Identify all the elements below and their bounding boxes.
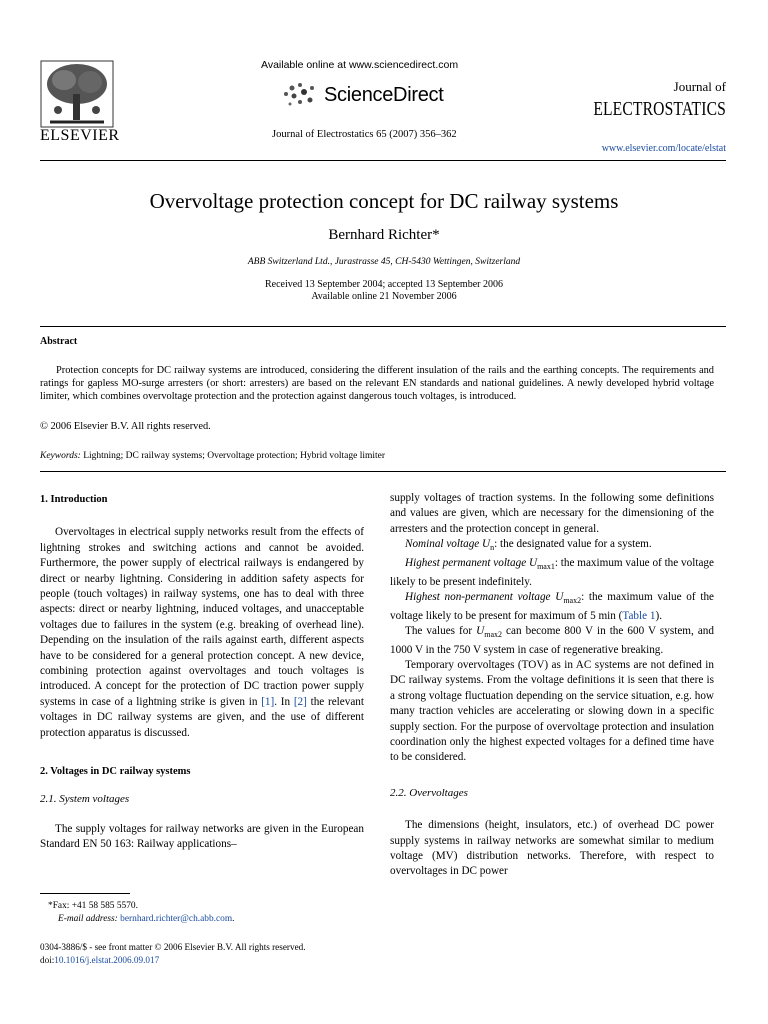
hpv-text: : the maximum value of the voltage likely to be present indefinitely.: [390, 556, 714, 588]
intro-text-c: the relevant voltages in DC railway systems are given, and the use of different protection apparatus is discussed.: [40, 695, 364, 739]
sciencedirect-wordmark: ScienceDirect: [324, 84, 444, 106]
section-1-heading: 1. Introduction: [40, 494, 108, 505]
publisher-name: ELSEVIER: [40, 127, 120, 144]
keywords-list: Lightning; DC railway systems; Overvoltage protection; Hybrid voltage limiter: [80, 451, 386, 461]
article-title: Overvoltage protection concept for DC railway systems: [149, 189, 619, 213]
left-column: [40, 492, 364, 853]
footnote-rule: [40, 893, 130, 894]
available-online-text: Available online at www.sciencedirect.com: [261, 59, 459, 71]
abstract-text: Protection concepts for DC railway systems are introduced, considering the different insulation of the rails and the earthing concepts. The requirements and ratings for gapless MO-surge arresters (or short: arresters) are based on the relevant EN standards and national guidelines. A newly developed hybrid voltage limiter, which combines overvoltage protection and the protection against dangerous touch voltages, is introduced.: [40, 365, 714, 403]
author-affiliation: ABB Switzerland Ltd., Jurastrasse 45, CH-5430 Wettingen, Switzerland: [247, 257, 521, 267]
tov-paragraph: Temporary overvoltages (TOV) as in AC systems are not defined in DC railway systems. From the voltage definitions it is seen that there is a strong voltage fluctuation depending on the service situation, e.g. how many traction vehicles are accelerating or slowing down in a specific supply section. For the purpose of overvoltage protection and insulation coordination only the highest expected voltages for a defined time have to be considered.: [390, 659, 714, 764]
available-date: Available online 21 November 2006: [311, 291, 457, 302]
journal-name-top: Journal of: [673, 79, 726, 94]
intro-text-b: . In: [274, 695, 294, 708]
keywords: [40, 451, 385, 461]
hnpv-sub: max2: [563, 596, 582, 606]
footnote-fax: *Fax: +41 58 585 5570.: [48, 901, 138, 911]
abstract-copyright: © 2006 Elsevier B.V. All rights reserved.: [40, 421, 211, 432]
hnpv-end: ).: [655, 609, 663, 622]
email-end: .: [232, 913, 235, 924]
bottom-info: [40, 941, 306, 967]
email-label: E-mail address:: [58, 913, 118, 924]
article-author: Bernhard Richter*: [328, 227, 440, 243]
right-intro-paragraph: supply voltages of traction systems. In the following some definitions and values are given, which are necessary for the dimensioning of the arresters and the protection concept in general.: [390, 492, 714, 535]
doi-line: [40, 954, 306, 967]
doi-link[interactable]: 10.1016/j.elstat.2006.09.017: [54, 955, 160, 965]
abstract-bottom-divider: [40, 471, 726, 472]
section-2-heading: 2. Voltages in DC railway systems: [40, 766, 191, 778]
right-column: [390, 491, 714, 880]
hpv-sub: max1: [537, 562, 555, 572]
abstract-top-divider: [40, 326, 726, 327]
journal-reference: Journal of Electrostatics 65 (2007) 356–362: [272, 129, 457, 140]
nominal-label: Nominal voltage U: [405, 538, 491, 551]
subsection-2-1-heading: 2.1. System voltages: [40, 792, 130, 805]
table-1-link[interactable]: Table 1: [622, 609, 656, 622]
nominal-voltage-def: [390, 537, 714, 556]
nominal-text: : the designated value for a system.: [494, 538, 652, 551]
footnote: [40, 900, 370, 925]
ref-2-link[interactable]: [2]: [293, 695, 307, 708]
values-sub: max2: [484, 630, 503, 640]
doi-label: doi:: [40, 955, 55, 965]
journal-name-main: ELECTROSTATICS: [593, 98, 726, 120]
article-dates: [0, 279, 768, 303]
abstract-heading: Abstract: [40, 336, 78, 347]
highest-non-permanent-def: [390, 590, 714, 624]
subsection-2-2-heading: 2.2. Overvoltages: [390, 786, 468, 799]
keywords-label: Keywords:: [40, 451, 81, 461]
received-date: Received 13 September 2004; accepted 13 September 2006: [265, 279, 503, 290]
email-link[interactable]: bernhard.richter@ch.abb.com: [120, 913, 233, 924]
hnpv-text: : the maximum value of the voltage likely to be present for maximum of 5 min (: [390, 590, 715, 622]
values-u: U: [476, 624, 485, 637]
values-text-a: The values for: [405, 624, 477, 637]
system-voltages-paragraph: The supply voltages for railway networks are given in the European Standard EN 50 163: Railway applications–: [40, 822, 364, 851]
header-divider: [40, 160, 726, 161]
front-matter: 0304-3886/$ - see front matter © 2006 Elsevier B.V. All rights reserved.: [40, 942, 306, 952]
abstract-body: [40, 364, 714, 403]
footnote-email-line: [40, 913, 370, 926]
intro-paragraph: [40, 525, 364, 741]
nominal-sub: n: [490, 543, 495, 553]
ref-1-link[interactable]: [1]: [261, 695, 275, 708]
overvoltages-paragraph: The dimensions (height, insulators, etc.) of overhead DC power supply systems in railway networks are somewhat similar to medium voltage (MV) distribution networks. Therefore, with respect to overvoltages in DC power: [390, 819, 714, 878]
journal-url-link[interactable]: www.elsevier.com/locate/elstat: [601, 143, 726, 154]
intro-text-a: Overvoltages in electrical supply networks result from the effects of lightning strokes and switching actions and cannot be avoided. Furthermore, the power supply of electrical railways is endangered by direct or nearby lightning. Considering in addition safety aspects for people (touch voltages) in railway systems, one has to deal with three aspects: direct or nearby lightning, induced voltages, and unacceptable voltages due to failures in the system (e.g. breaking of overhead line). Depending on the insulation of the rails against earth, different aspects have to be considered for a general protection concept. A new device, combining protection against overvoltages and touch voltages is introduced. A concept for the protection of DC traction power supply systems in case of a lightning strike is given in: [40, 526, 364, 708]
values-paragraph: [390, 624, 714, 658]
hpv-label: Highest permanent voltage U: [405, 556, 538, 569]
highest-permanent-def: [390, 556, 714, 590]
hnpv-label: Highest non-permanent voltage U: [405, 590, 564, 603]
values-text-b: can become 800 V in the 600 V system, and 1000 V in the 750 V system in case of regenerative breaking.: [390, 624, 714, 656]
